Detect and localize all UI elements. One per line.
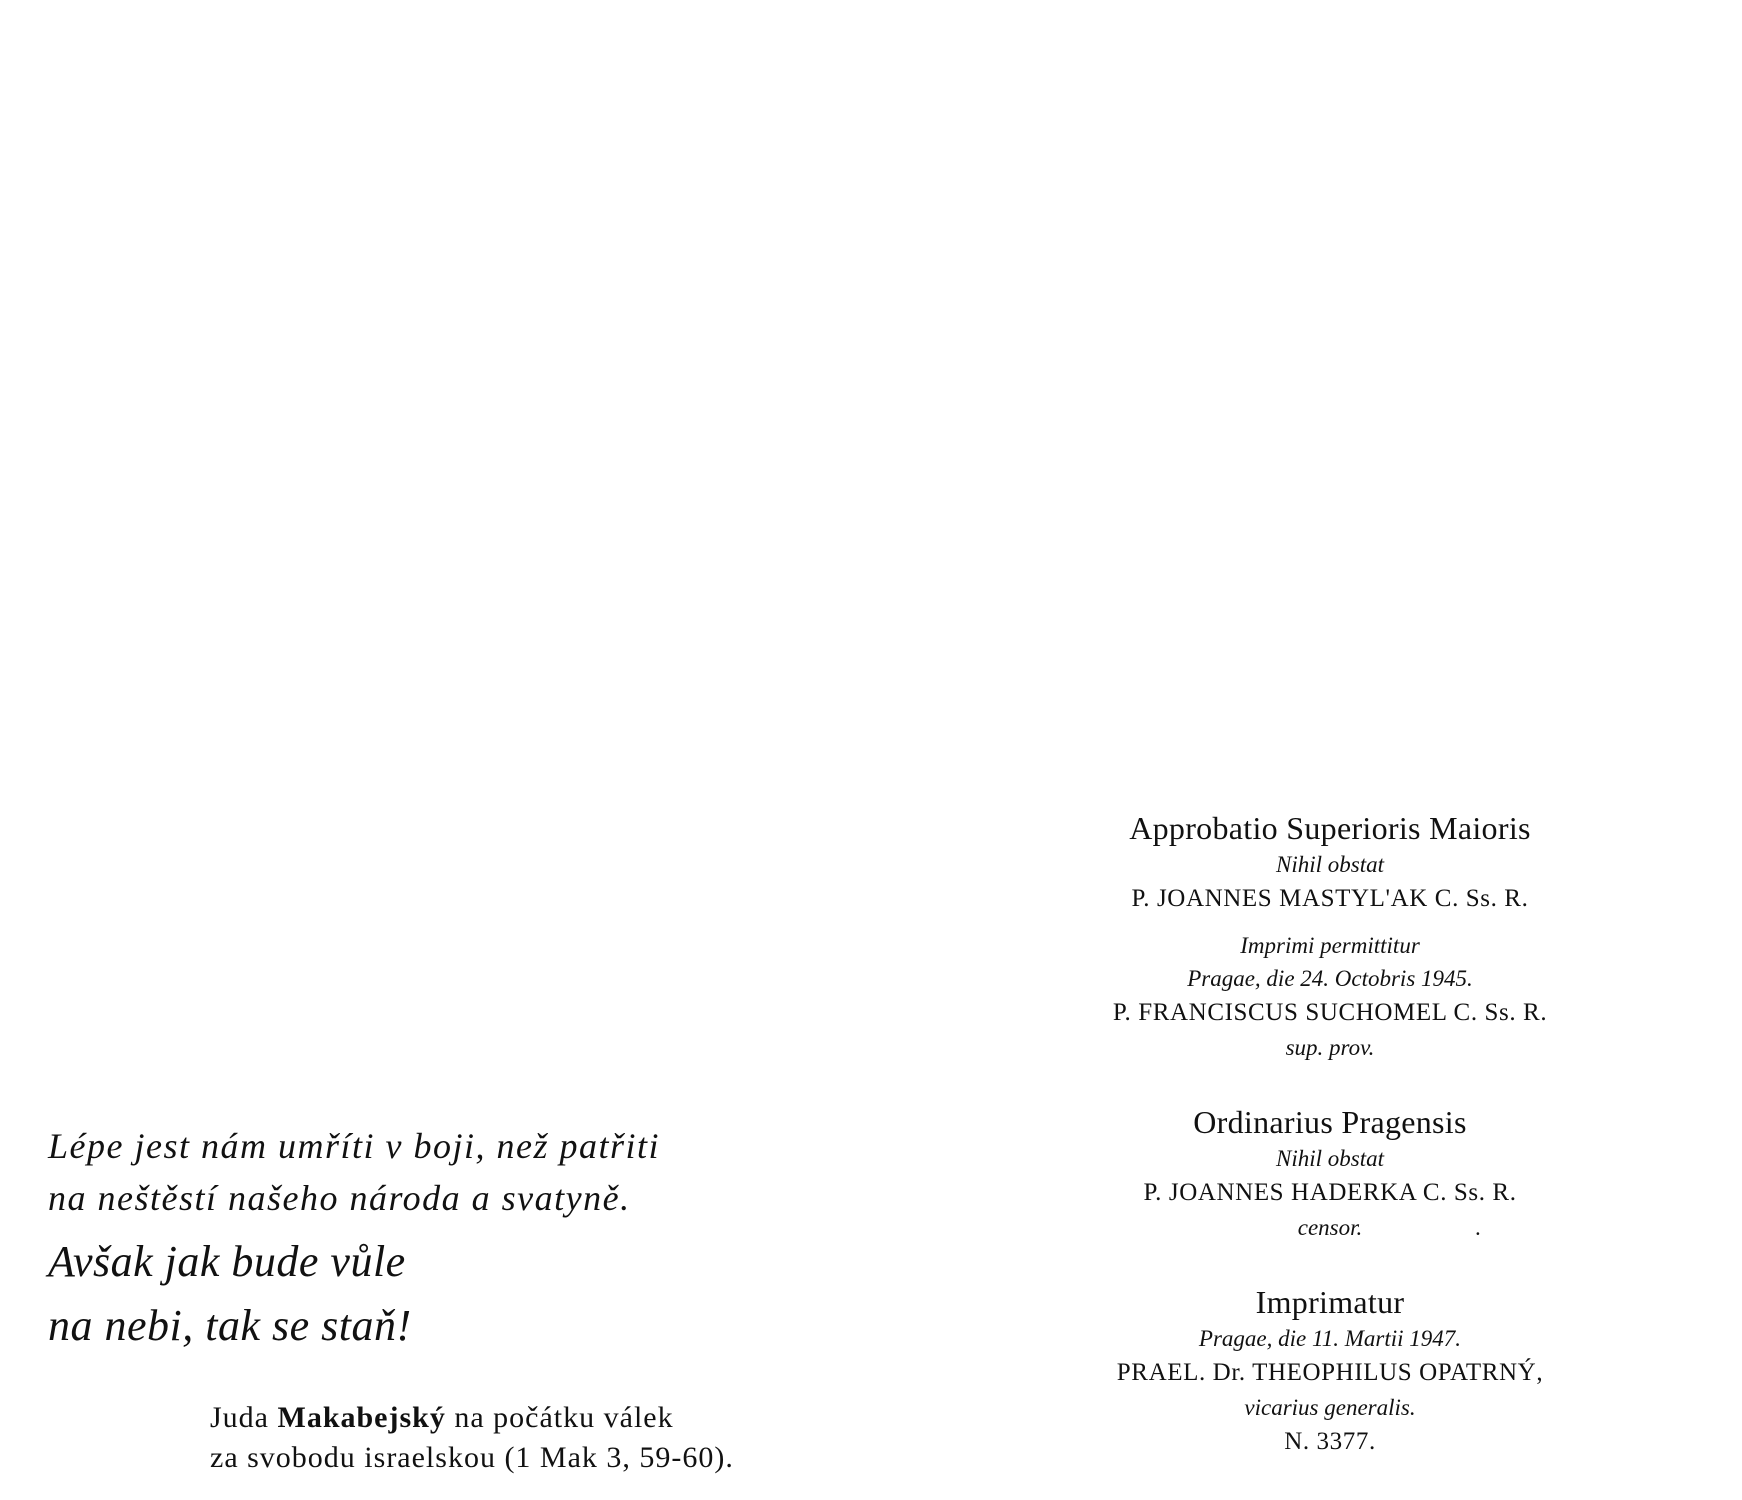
ordinary-censor-title: censor. (1297, 1215, 1363, 1240)
ordinary-censor-title-row (1020, 1211, 1640, 1244)
approbations-block (1020, 808, 1640, 1460)
ordinary-nihil-obstat: Nihil obstat (1276, 1146, 1384, 1171)
superior-imprimi: Imprimi permittitur (1240, 933, 1420, 958)
attribution-line-2: za svobodu israelskou (1 Mak 3, 59-60). (210, 1441, 734, 1474)
attribution-line-1 (210, 1398, 910, 1438)
spacer (1020, 1064, 1640, 1102)
imprimatur-name: PRAEL. Dr. THEOPHILUS OPATRNÝ, (1116, 1359, 1544, 1386)
superior-censor-name: P. JOANNES MASTYL'AK C. Ss. R. (1131, 885, 1529, 912)
motto-line-4: na nebi, tak se staň! (48, 1301, 412, 1350)
imprimatur-title: vicarius generalis. (1244, 1395, 1416, 1420)
superior-provincial-title: sup. prov. (1285, 1035, 1375, 1060)
superior-place-date: Pragae, die 24. Octobris 1945. (1187, 966, 1473, 991)
motto-line-3: Avšak jak bude vůle (48, 1237, 406, 1286)
ordinary-heading: Ordinarius Pragensis (1193, 1104, 1467, 1140)
imprimatur-place-date: Pragae, die 11. Martii 1947. (1198, 1326, 1462, 1351)
attribution-context: na počátku válek (454, 1401, 674, 1434)
stray-dot-mark: . (1475, 1215, 1481, 1240)
attribution-name-bold: Makabejský (277, 1401, 446, 1434)
motto-attribution (210, 1398, 910, 1478)
imprimatur-number: N. 3377. (1284, 1428, 1376, 1455)
superior-heading: Approbatio Superioris Maioris (1129, 810, 1531, 846)
superior-nihil-obstat: Nihil obstat (1276, 852, 1384, 877)
imprimatur-heading: Imprimatur (1255, 1284, 1405, 1320)
spacer (1020, 1244, 1640, 1282)
superior-provincial-name: P. FRANCISCUS SUCHOMEL C. Ss. R. (1112, 999, 1548, 1026)
motto-line-1: Lépe jest nám umříti v boji, než patřiti (48, 1126, 660, 1166)
spacer (1020, 917, 1640, 929)
motto-line-2: na neštěstí našeho národa a svatyně. (48, 1178, 631, 1218)
attribution-name: Juda (210, 1401, 269, 1434)
motto-quote (48, 1128, 908, 1364)
ordinary-censor-name: P. JOANNES HADERKA C. Ss. R. (1143, 1179, 1517, 1206)
